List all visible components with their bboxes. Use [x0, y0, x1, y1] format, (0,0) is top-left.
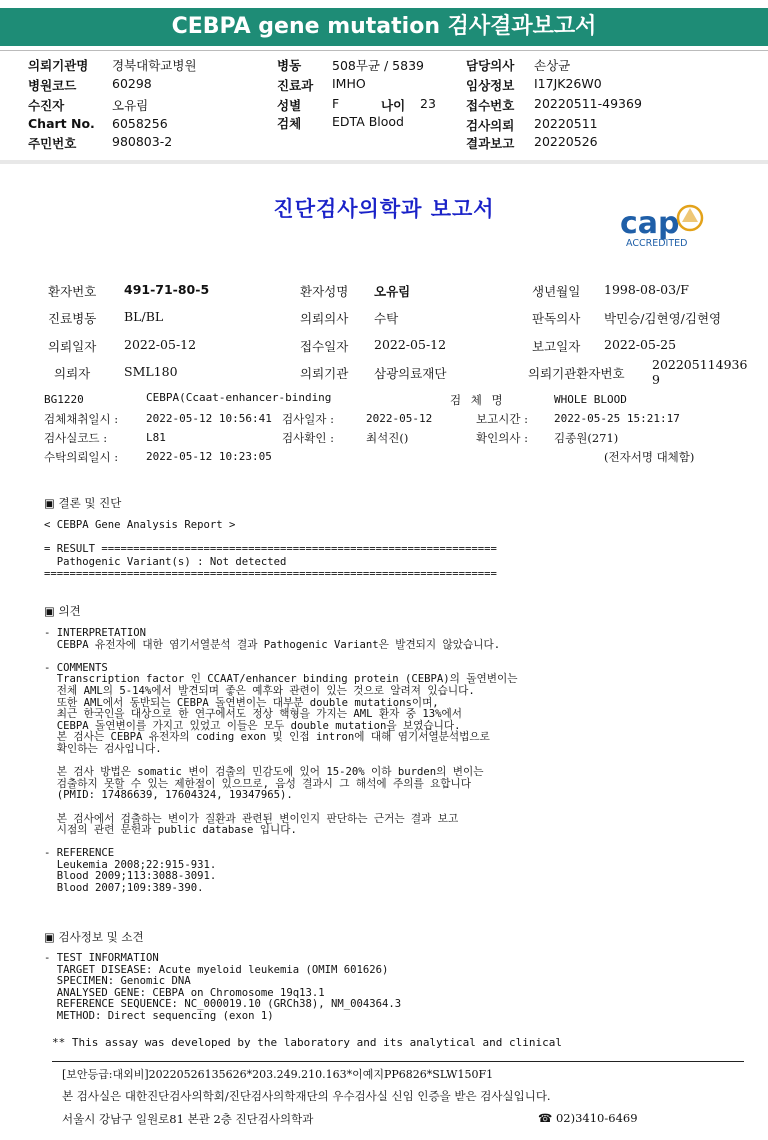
received-label: 수탁의뢰일시 :	[44, 450, 119, 464]
age-label: 나이	[381, 98, 406, 113]
report-banner	[0, 0, 768, 51]
header-value: IMHO	[332, 76, 366, 91]
header-label: 병동	[277, 58, 302, 73]
patient-value: 9	[652, 372, 660, 387]
patient-value: 1998-08-03/F	[604, 282, 689, 297]
patient-value: 2022-05-12	[124, 337, 197, 352]
header-value: 980803-2	[112, 134, 173, 149]
signature-note: (전자서명 대체함)	[604, 450, 695, 464]
age-value: 23	[420, 96, 436, 111]
header-value: 60298	[112, 76, 152, 91]
header-label: 성별	[277, 98, 302, 113]
header-label: 임상정보	[466, 78, 515, 93]
opinion-body: - INTERPRETATION CEBPA 유전자에 대한 염기서열분석 결과 Pathogenic Variant은 발견되지 않았습니다. - COMMENTS Transcription factor 인 CCAAT/enhancer binding protein (CEBPA)의 돌연변이는 전체 AML의 5-14%에서 발견되며 좋은 예후와 관련이 있는 것으로 알려져 있습니다. 또한 AML에서 동반되는 CEBPA 돌연변이는 대부분 double mutations이며, 최근 한국인을 대상으로 한 연구에서도 정상 핵형을 가지는 AML 환자 중 13%에서 CEBPA 돌연변이를 가지고 있었고 이들은 모두 double mutation을 보였습니다. 본 검사는 CEBPA 유전자의 coding exon 및 인접 intron에 대해 염기서열분석법으로 확인하는 검사입니다. 본 검사 방법은 somatic 변이 검출의 민감도에 있어 15-20% 이하 burden의 변이는 검출하지 못할 수 있는 제한점이 있으므로, 음성 결과시 그 해석에 주의를 요합니다 (PMID: 17486639, 17604324, 19347965). 본 검사에서 검출하는 변이가 질환과 관련된 변이인지 판단하는 근거는 결과 보고 시점의 관련 문헌과 public database 입니다. - REFERENCE Leukemia 2008;22:915-931. Blood 2009;113:3088-3091. Blood 2007;109:389-390.	[44, 627, 518, 895]
patient-label: 의뢰일자	[48, 339, 97, 354]
collect-value: 2022-05-12 10:56:41	[146, 412, 272, 425]
report-title: 진단검사의학과 보고서	[273, 196, 495, 221]
header-label: 검체	[277, 116, 302, 131]
patient-value: 2022-05-25	[604, 337, 677, 352]
header-label: 병원코드	[28, 78, 77, 93]
patient-value: 박민승/김현영/김현영	[604, 311, 722, 326]
cap-logo-text: cap	[620, 206, 680, 241]
lab-code-value: L81	[146, 431, 166, 444]
header-value: EDTA Blood	[332, 114, 404, 129]
lab-phone: ☎ 02)3410-6469	[538, 1111, 638, 1125]
header-value: 508무균 / 5839	[332, 58, 424, 73]
patient-value: 수탁	[374, 311, 399, 326]
header-value: I17JK26W0	[534, 76, 602, 91]
security-line: [보안등급:대외비]20220526135626*203.249.210.163*이예지PP6826*SLW150F1	[62, 1068, 494, 1081]
patient-label: 생년월일	[532, 284, 581, 299]
patient-value: 삼광의료재단	[374, 366, 447, 381]
specimen-label: 검 체 명	[450, 393, 503, 407]
patient-label: 환자번호	[48, 284, 97, 299]
header-value: 오유림	[112, 98, 149, 113]
footer-divider	[52, 1061, 744, 1062]
section-heading-opinion: ▣ 의견	[44, 604, 81, 618]
test-code: BG1220	[44, 393, 84, 406]
header-value: 20220511-49369	[534, 96, 642, 111]
report-time-value: 2022-05-25 15:21:17	[554, 412, 680, 425]
section-heading-test-info: ▣ 검사정보 및 소견	[44, 930, 144, 944]
header-label: 진료과	[277, 78, 314, 93]
test-name: CEBPA(Ccaat-enhancer-binding	[146, 391, 332, 404]
cap-accredited-logo	[618, 200, 718, 248]
patient-value: 2022-05-12	[374, 337, 447, 352]
patient-value: 오유림	[374, 284, 411, 299]
lab-address: 서울시 강남구 일원로81 본관 2층 진단검사의학과	[62, 1112, 314, 1126]
confirm-value: 최석진()	[366, 431, 409, 445]
test-info-body: - TEST INFORMATION TARGET DISEASE: Acute myeloid leukemia (OMIM 601626) SPECIMEN: Genomic DNA ANALYSED GENE: CEBPA on Chromosome 19q13.1 REFERENCE SEQUENCE: NC_000019.10 (GRCh38), NM_004364.3 METHOD: Direct sequencing (exon 1)	[44, 952, 402, 1022]
header-label: 수진자	[28, 98, 65, 113]
header-value: 경북대학교병원	[112, 58, 197, 73]
doctor-value: 김종원(271)	[554, 431, 619, 445]
patient-label: 의뢰자	[54, 366, 91, 381]
patient-value: 491-71-80-5	[124, 282, 210, 297]
patient-label: 의뢰기관환자번호	[528, 366, 625, 381]
specimen-value: WHOLE BLOOD	[554, 393, 627, 406]
header-label: 검사의뢰	[466, 118, 515, 133]
patient-label: 판독의사	[532, 311, 581, 326]
assay-note: ** This assay was developed by the laboratory and its analytical and clinical	[52, 1036, 562, 1049]
patient-value: 202205114936	[652, 357, 748, 372]
patient-label: 보고일자	[532, 339, 581, 354]
header-label: 접수번호	[466, 98, 515, 113]
conclusion-body: < CEBPA Gene Analysis Report > = RESULT ============================================================== Pathogenic Variant(s) : Not detected =======================================================================	[44, 519, 497, 580]
received-value: 2022-05-12 10:23:05	[146, 450, 272, 463]
patient-value: BL/BL	[124, 309, 164, 324]
header-label: 의뢰기관명	[28, 58, 89, 73]
header-value: 20220526	[534, 134, 598, 149]
exam-date-value: 2022-05-12	[366, 412, 433, 425]
divider	[0, 160, 768, 164]
doctor-label: 확인의사 :	[476, 431, 528, 445]
header-label: 주민번호	[28, 136, 77, 151]
patient-label: 의뢰기관	[300, 366, 349, 381]
header-value: 손상균	[534, 58, 571, 73]
header-value: F	[332, 96, 340, 111]
patient-label: 진료병동	[48, 311, 97, 326]
report-time-label: 보고시간 :	[476, 412, 528, 426]
confirm-label: 검사확인 :	[282, 431, 334, 445]
header-label: 결과보고	[466, 136, 515, 151]
patient-label: 접수일자	[300, 339, 349, 354]
banner-title: CEBPA gene mutation 검사결과보고서	[0, 8, 768, 46]
header-label: Chart No.	[28, 116, 95, 131]
order-header	[0, 54, 768, 156]
cap-logo-sub: ACCREDITED	[626, 238, 688, 248]
header-value: 20220511	[534, 116, 598, 131]
patient-label: 의뢰의사	[300, 311, 349, 326]
section-heading-conclusion: ▣ 결론 및 진단	[44, 496, 122, 510]
patient-label: 환자성명	[300, 284, 349, 299]
header-label: 담당의사	[466, 58, 515, 73]
lab-code-label: 검사실코드 :	[44, 431, 108, 445]
collect-label: 검체채취일시 :	[44, 412, 119, 426]
patient-value: SML180	[124, 364, 178, 379]
header-value: 6058256	[112, 116, 168, 131]
exam-date-label: 검사일자 :	[282, 412, 334, 426]
certification-text: 본 검사실은 대한진단검사의학회/진단검사의학재단의 우수검사실 신임 인증을 받은 검사실입니다.	[62, 1089, 551, 1103]
